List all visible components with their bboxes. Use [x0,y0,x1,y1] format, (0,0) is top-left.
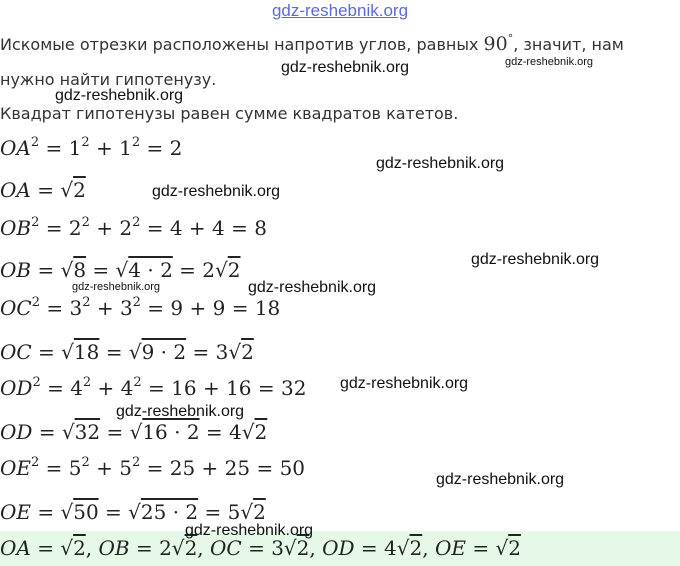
intro-line-3: Квадрат гипотенузы равен сумме квадратов катетов. [0,104,459,123]
degree-sign: ° [507,32,514,45]
equation-ob: OB = √8 = √4 · 2 = 2√2 [0,258,241,282]
equation-oa: OA = √2 [0,178,86,202]
watermark: gdz-reshebnik.org [152,183,281,200]
watermark: gdz-reshebnik.org [248,279,377,296]
watermark: gdz-reshebnik.org [185,522,314,539]
header-watermark-link[interactable]: gdz-reshebnik.org [271,1,409,20]
equation-od: OD = √32 = √16 · 2 = 4√2 [0,420,268,444]
watermark: gdz-reshebnik.org [72,281,161,293]
equation-ob-squared: $OB^2 = 2^2 + 2^2 = 4 + 4 = 8$ [0,215,267,240]
watermark: gdz-reshebnik.org [116,403,245,420]
intro-line-1-part2: , значит, нам [513,35,624,54]
equation-od-squared: $OD^2 = 4^2 + 4^2 = 16 + 16 = 32$ [0,375,307,400]
answer-line: OA = √2, OB = 2√2, OC = 3√2, OD = 4√2, OE = √2 [0,536,521,560]
watermark: gdz-reshebnik.org [340,375,469,392]
intro-line-1-part1: Искомые отрезки расположены напротив углов, равных [0,35,484,54]
equation-oc-squared: $OC^2 = 3^2 + 3^2 = 9 + 9 = 18$ [0,295,281,320]
equation-oe-squared: $OE^2 = 5^2 + 5^2 = 25 + 25 = 50$ [0,455,306,480]
watermark: gdz-reshebnik.org [281,59,410,76]
watermark: gdz-reshebnik.org [471,251,600,268]
equation-oa-squared: $OA^2 = 1^2 + 1^2 = 2$ [0,135,183,160]
intro-line-1 [0,33,624,55]
watermark: gdz-reshebnik.org [436,471,565,488]
watermark: gdz-reshebnik.org [505,56,594,68]
equation-oc: OC = √18 = √9 · 2 = 3√2 [0,340,254,364]
angle-value: 90 [483,33,508,55]
watermark: gdz-reshebnik.org [376,155,505,172]
equation-oe: OE = √50 = √25 · 2 = 5√2 [0,500,266,524]
watermark: gdz-reshebnik.org [55,87,184,104]
intro-line-2: нужно найти гипотенузу. [0,70,217,89]
